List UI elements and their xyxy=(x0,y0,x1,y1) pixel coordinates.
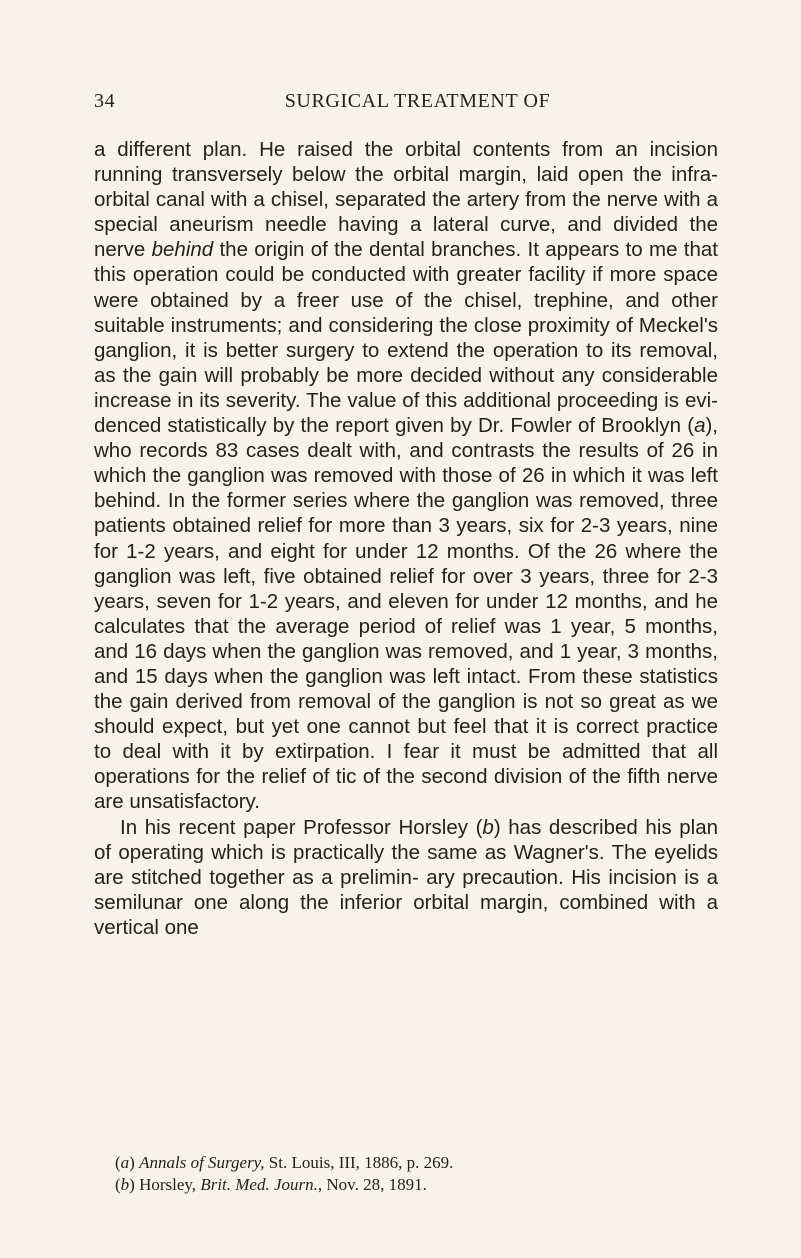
footnote-b-close: ) xyxy=(129,1175,135,1194)
footnote-b-open: ( xyxy=(115,1175,121,1194)
footnote-b-citation: Nov. 28, 1891. xyxy=(322,1175,427,1194)
paragraph-1 xyxy=(94,137,718,815)
footnote-a-open: ( xyxy=(115,1153,121,1172)
paragraph-2-text-a: In his recent paper Professor Horsley ( xyxy=(120,815,483,839)
footnote-b-author: Horsley, xyxy=(134,1175,201,1194)
footnote-a-journal: Annals of Surgery, xyxy=(139,1153,265,1172)
paragraph-1-text-c: ), who records 83 cases dealt with, and contrasts the results of 26 in which the ganglion was removed with those of 26 in which it was left behind. In the former series where the ganglion was removed, three patients obtained relief for more than 3 years, six for 2-3 years, nine for 1-2 years, and eight for under 12 months. Of the 26 where the ganglion was left, five obtained relief for over 3 years, three for 2-3 years, seven for 1-2 years, and eleven for under 12 months, and he calculates that the average period of relief was 1 year, 5 months, and 16 days when the ganglion was removed, and 1 year, 3 months, and 15 days when the ganglion was left intact. From these statistics the gain derived from removal of the ganglion is not so great as we should expect, but yet one cannot but feel that it is correct practice to deal with it by extirpation. I fear it must be admitted that all operations for the relief of tic of the second division of the fifth nerve are unsatisfactory. xyxy=(94,414,718,814)
paragraph-2-text-b: ) has described his plan of operating which is practically the same as Wagner's. The eyelids are stitched together as a prelimin- ary precaution. His incision is a semilunar one along the inferior orbital margin, combined with a vertical one xyxy=(94,815,718,939)
body-text xyxy=(94,137,718,940)
emphasis-behind: behind xyxy=(151,238,214,262)
footnote-a-label: a xyxy=(120,1153,130,1172)
footnote-ref-a: a xyxy=(694,414,706,438)
footnote-b xyxy=(115,1174,715,1196)
footnote-a-citation: St. Louis, III, 1886, p. 269. xyxy=(264,1153,454,1172)
footnote-ref-b: b xyxy=(482,815,494,839)
page-number: 34 xyxy=(94,90,116,112)
footnote-a xyxy=(115,1152,715,1174)
footnote-b-journal: Brit. Med. Journ., xyxy=(200,1175,323,1194)
running-head xyxy=(94,90,711,116)
paragraph-1-text-b: the origin of the dental branches. It appears to me that this operation could be conducted with greater facility if more space were obtained by a freer use of the chisel, trephine, and other suitable instruments; and considering the close proximity of Meckel's ganglion, it is better surgery to extend the operation to its removal, as the gain will probably be more decided without any considerable increase in its severity. The value of this additional proceeding is evi- denced statistically by the report given by Dr. Fowler of Brooklyn ( xyxy=(94,238,718,438)
footnotes xyxy=(115,1152,715,1196)
paragraph-1-text-a: a different plan. He raised the orbital contents from an incision running transversely below the orbital margin, laid open the infra-orbital canal with a chisel, separated the artery from the nerve with a special aneurism needle having a lateral curve, and divided the nerve xyxy=(94,138,718,262)
page-title: SURGICAL TREATMENT OF xyxy=(284,90,551,112)
paragraph-2 xyxy=(94,815,718,940)
footnote-a-close: ) xyxy=(129,1153,135,1172)
footnote-b-label: b xyxy=(120,1175,130,1194)
